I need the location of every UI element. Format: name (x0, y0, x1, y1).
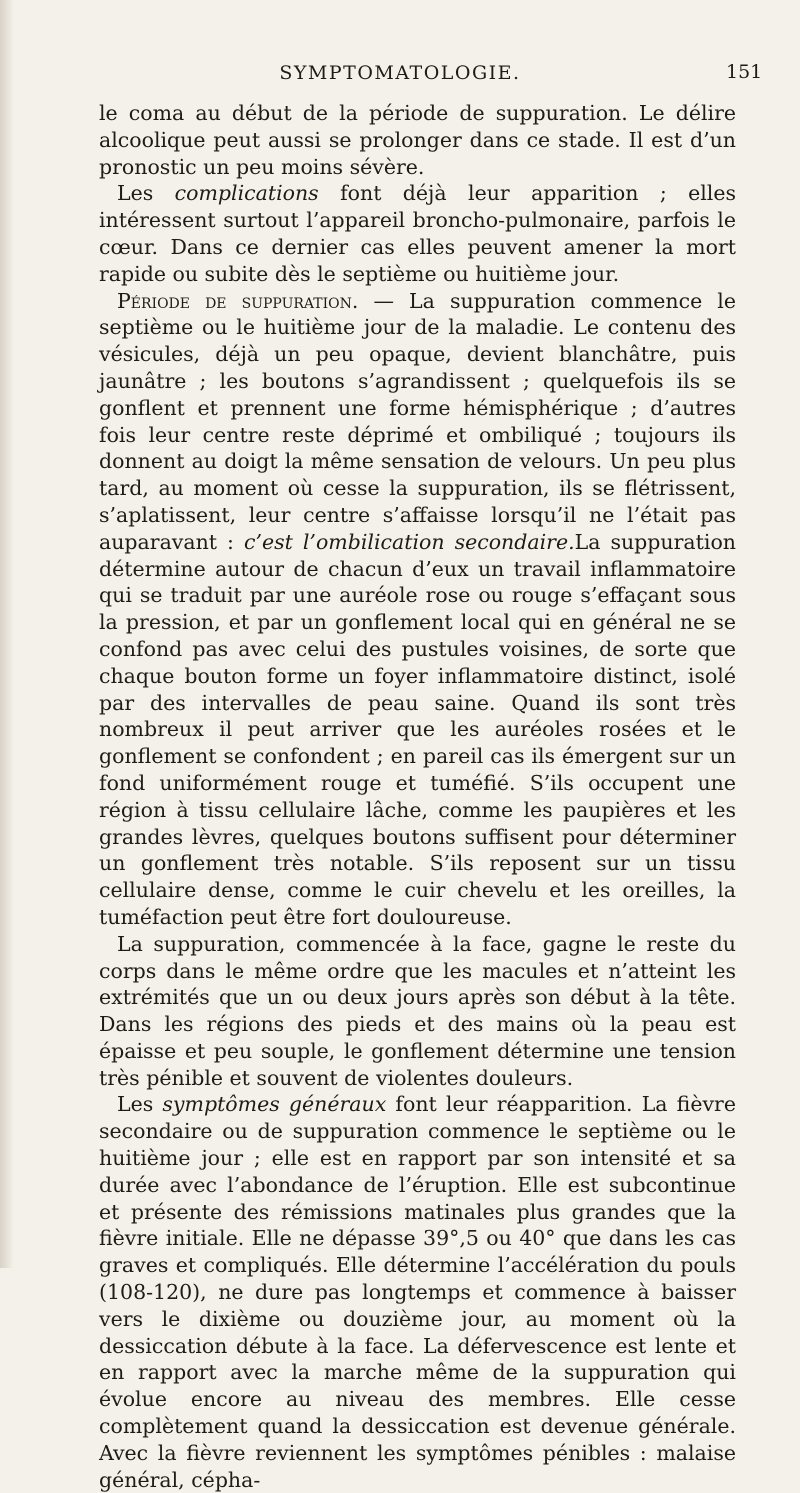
page-header (0, 0, 800, 90)
paragraph-2-prefix: Les (117, 181, 175, 206)
paragraph-1 (99, 100, 736, 180)
paragraph-5-text: font leur réapparition. La fièvre secondaire ou de suppuration commence le septième ou le huitième jour ; elle est en rapport par son intensité et sa durée avec l’abondance de l’éruption. Elle est subcontinue et présente des rémissions matinales plus grandes que la fièvre initiale. Elle ne dépasse 39°,5 ou 40° que dans les cas graves et compliqués. Elle détermine l’accélération du pouls (108-120), ne dure pas longtemps et commence à baisser vers le dixième ou douzième jour, au moment où la dessiccation débute à la face. La défervescence est lente et en rapport avec la marche même de la suppuration qui évolue encore au niveau des membres. Elle cesse complètement quand la dessiccation est devenue générale. Avec la fièvre reviennent les symptômes pénibles : malaise général, cépha- (99, 1092, 736, 1492)
paragraph-complications (99, 180, 736, 287)
paragraph-general-symptoms (99, 1091, 736, 1493)
body-text (99, 100, 736, 1493)
page-number: 151 (726, 61, 763, 83)
paragraph-2-text: font déjà leur apparition ; elles intéressent surtout l’appareil broncho-pulmonaire, parfois le cœur. Dans ce dernier cas elles peuvent amener la mort rapide ou subite dès le septième ou huitième jour. (99, 181, 736, 286)
paragraph-5-prefix: Les (117, 1092, 163, 1117)
paragraph-spread (99, 931, 736, 1092)
paragraph-suppuration-period (99, 288, 736, 931)
paragraph-1-text: le coma au début de la période de suppuration. Le délire alcoolique peut aussi se prolonger dans ce stade. Il est d’un pronostic un peu moins sévère. (99, 101, 736, 179)
section-heading-suppuration: Période de suppuration. (117, 288, 359, 313)
paragraph-4-text: La suppuration, commencée à la face, gagne le reste du corps dans le même ordre que les macules et n’atteint les extrémités que un ou deux jours après son début à la tête. Dans les régions des pieds et des mains où la peau est épaisse et peu souple, le gonflement détermine une tension très pénible et souvent de violentes douleurs. (99, 931, 736, 1090)
complications-term: complications (174, 181, 319, 206)
binding-shadow (0, 0, 14, 1268)
general-symptoms-term: symptômes généraux (162, 1092, 387, 1117)
paragraph-3-text-a: — La suppuration commence le septième ou le huitième jour de la maladie. Le contenu des vésicules, déjà un peu opaque, devient blanchâtre, puis jaunâtre ; les boutons s’agrandissent ; quelquefois ils se gonflent et prennent une forme hémisphérique ; d’autres fois leur centre reste déprimé et ombiliqué ; toujours ils donnent au doigt la même sensation de velours. Un peu plus tard, au moment où cesse la suppuration, ils se flétrissent, s’aplatissent, leur centre s’affaisse lorsqu’il ne l’était pas auparavant : (99, 288, 736, 554)
ombilication-term: c’est l’ombilication secondaire. (243, 529, 575, 554)
running-title: SYMPTOMATOLOGIE. (279, 62, 521, 84)
paragraph-3-text-b: La suppuration détermine autour de chacun d’eux un travail inflammatoire qui se traduit par une auréole rose ou rouge s’effaçant sous la pression, et par un gonflement local qui en général ne se confond pas avec celui des pustules voisines, de sorte que chaque bouton forme un foyer inflammatoire distinct, isolé par des intervalles de peau saine. Quand ils sont très nombreux il peut arriver que les auréoles rosées et le gonflement se confondent ; en pareil cas ils émergent sur un fond uniformément rouge et tuméfié. S’ils occupent une région à tissu cellulaire lâche, comme les paupières et les grandes lèvres, quelques boutons suffisent pour déterminer un gonflement très notable. S’ils reposent sur un tissu cellulaire dense, comme le cuir chevelu et les oreilles, la tuméfaction peut être fort douloureuse. (99, 529, 736, 929)
